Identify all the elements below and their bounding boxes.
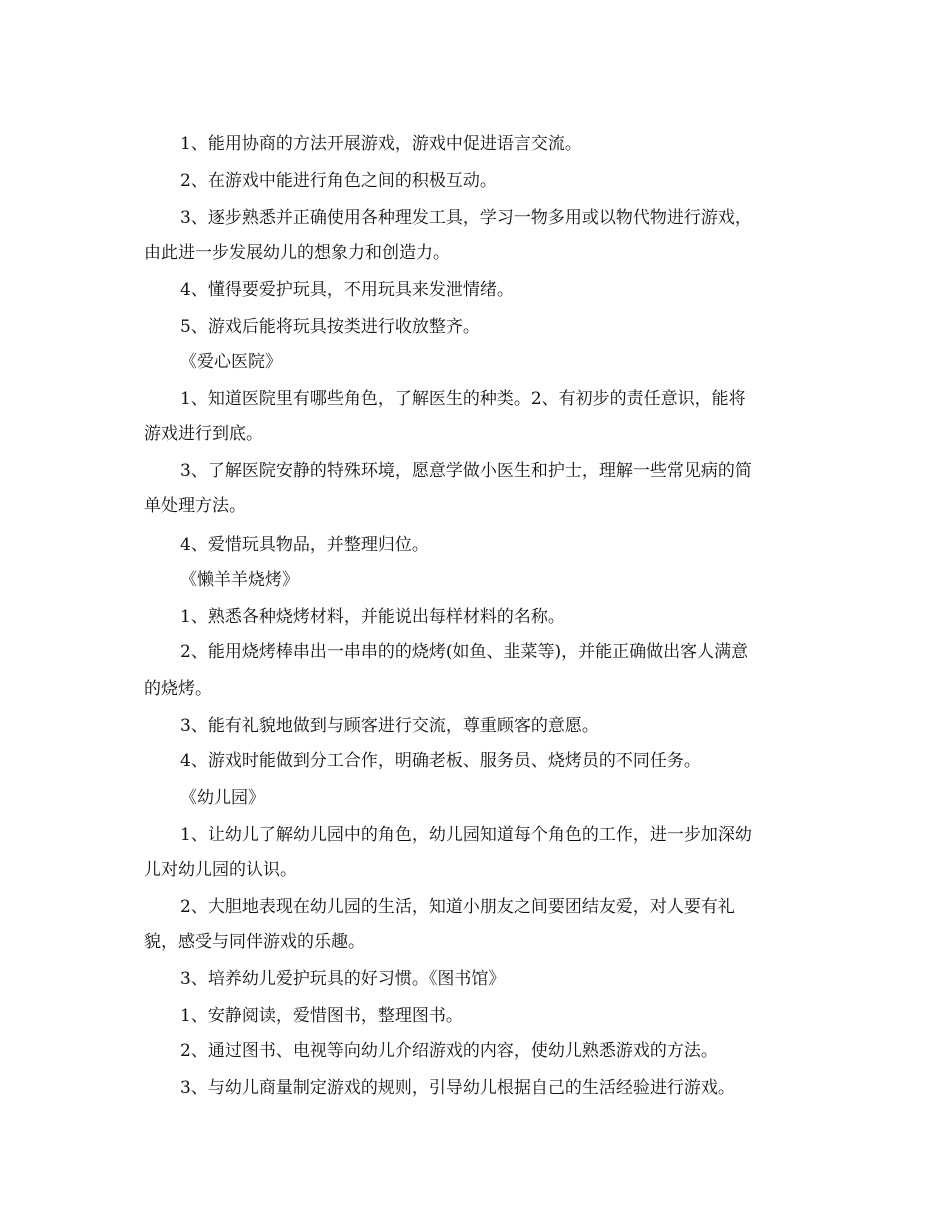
- paragraph-line: 2、通过图书、电视等向幼儿介绍游戏的内容，使幼儿熟悉游戏的方法。: [180, 1041, 718, 1061]
- paragraph-line: 2、能用烧烤棒串出一串串的的烧烤(如鱼、韭菜等)，并能正确做出客人满意: [180, 642, 749, 662]
- paragraph-line: 貌，感受与同伴游戏的乐趣。: [144, 932, 365, 952]
- paragraph-line: 3、了解医院安静的特殊环境，愿意学做小医生和护士，理解一些常见病的简: [180, 461, 752, 481]
- paragraph-line: 2、在游戏中能进行角色之间的积极互动。: [180, 171, 497, 191]
- paragraph-line: 单处理方法。: [144, 496, 246, 516]
- section-heading: 《爱心医院》: [180, 352, 282, 372]
- paragraph-line: 3、与幼儿商量制定游戏的规则，引导幼儿根据自己的生活经验进行游戏。: [180, 1078, 735, 1098]
- paragraph-line: 1、能用协商的方法开展游戏，游戏中促进语言交流。: [180, 134, 582, 154]
- paragraph-line: 4、游戏时能做到分工合作，明确老板、服务员、烧烤员的不同任务。: [180, 751, 701, 771]
- section-heading: 《懒羊羊烧烤》: [180, 570, 299, 590]
- section-heading: 《幼儿园》: [180, 788, 265, 808]
- paragraph-line: 游戏进行到底。: [144, 424, 263, 444]
- paragraph-line: 由此进一步发展幼儿的想象力和创造力。: [144, 243, 450, 263]
- paragraph-line: 的烧烤。: [144, 679, 212, 699]
- paragraph-line: 儿对幼儿园的认识。: [144, 860, 297, 880]
- paragraph-line: 4、懂得要爱护玩具，不用玩具来发泄情绪。: [180, 280, 514, 300]
- paragraph-line: 3、培养幼儿爱护玩具的好习惯。《图书馆》: [180, 969, 506, 989]
- paragraph-line: 2、大胆地表现在幼儿园的生活，知道小朋友之间要团结友爱，对人要有礼: [180, 897, 735, 917]
- paragraph-line: 4、爱惜玩具物品，并整理归位。: [180, 535, 429, 555]
- paragraph-line: 1、让幼儿了解幼儿园中的角色，幼儿园知道每个角色的工作，进一步加深幼: [180, 825, 752, 845]
- paragraph-line: 1、熟悉各种烧烤材料，并能说出每样材料的名称。: [180, 607, 565, 627]
- paragraph-line: 3、逐步熟悉并正确使用各种理发工具，学习一物多用或以物代物进行游戏，: [180, 208, 752, 228]
- paragraph-line: 1、知道医院里有哪些角色，了解医生的种类。2、有初步的责任意识，能将: [180, 389, 746, 409]
- paragraph-line: 3、能有礼貌地做到与顾客进行交流，尊重顾客的意愿。: [180, 716, 599, 736]
- paragraph-line: 1、安静阅读，爱惜图书，整理图书。: [180, 1006, 463, 1026]
- paragraph-line: 5、游戏后能将玩具按类进行收放整齐。: [180, 317, 480, 337]
